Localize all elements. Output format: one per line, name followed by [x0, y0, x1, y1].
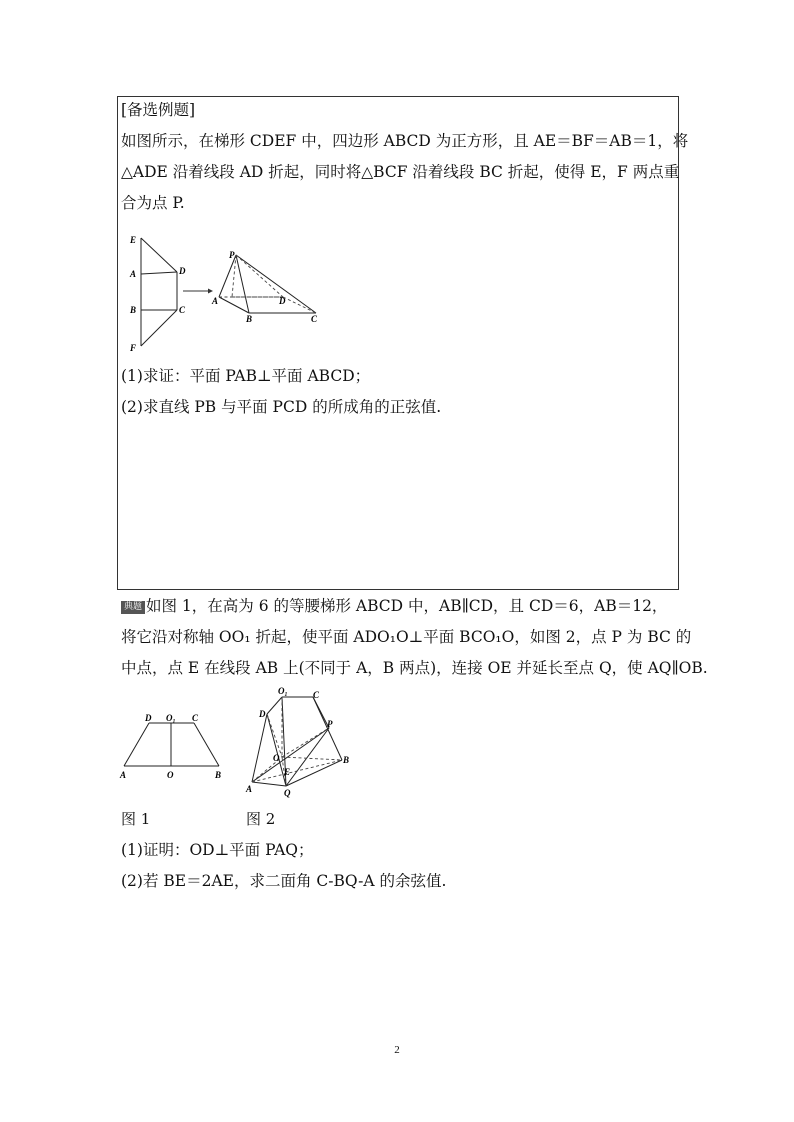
problem2-line1-text: 如图 1，在高为 6 的等腰梯形 ABCD 中，AB∥CD，且 CD＝6，AB＝12，: [146, 597, 668, 615]
label-D: D: [179, 266, 186, 276]
figure2-caption: 图 2: [246, 810, 276, 828]
label-F: F: [130, 343, 137, 353]
section-heading: [备选例题]: [121, 101, 196, 119]
fig1-label-D: D: [145, 713, 152, 723]
pyramid-label-A: A: [212, 296, 219, 306]
problem2-line3: 中点，点 E 在线段 AB 上(不同于 A，B 两点)，连接 OE 并延长至点 Q，使 AQ∥OB.: [121, 659, 708, 677]
pyramid-label-C: C: [311, 314, 318, 324]
problem2-line1: [121, 596, 667, 616]
fig1-label-B: B: [215, 770, 222, 780]
fig2-label-C: C: [313, 690, 320, 700]
fig2-label-E: E: [284, 767, 291, 777]
problem1-line3: 合为点 P.: [121, 194, 185, 212]
figure1-caption: 图 1: [121, 810, 151, 828]
fig2-label-A: A: [246, 784, 253, 794]
fig1-label-O: O: [167, 770, 174, 780]
label-A: A: [130, 269, 137, 279]
fig2-label-O: O: [273, 753, 280, 763]
fig2-label-B: B: [343, 755, 350, 765]
typical-question-badge: 典题: [121, 601, 145, 614]
fig1-label-O1: O₁: [166, 713, 176, 723]
pyramid-label-P: P: [229, 250, 235, 260]
label-B: B: [130, 305, 137, 315]
problem2-line2: 将它沿对称轴 OO₁ 折起，使平面 ADO₁O⊥平面 BCO₁O，如图 2，点 P 为 BC 的: [121, 628, 692, 646]
problem2-question2: (2)若 BE＝2AE，求二面角 C-BQ-A 的余弦值.: [121, 872, 447, 890]
fold-arrow-head: [208, 289, 213, 294]
page-number: 2: [394, 1044, 400, 1056]
fig1-label-C: C: [192, 713, 199, 723]
problem1-line2: △ADE 沿着线段 AD 折起，同时将△BCF 沿着线段 BC 折起，使得 E，F 两点重: [121, 163, 680, 181]
problem1-question2: (2)求直线 PB 与平面 PCD 的所成角的正弦值.: [121, 398, 442, 416]
pyramid-label-D: D: [279, 296, 286, 306]
fig2-label-P: P: [327, 719, 333, 729]
problem1-line1: 如图所示，在梯形 CDEF 中，四边形 ABCD 为正方形，且 AE＝BF＝AB＝1，将: [121, 132, 689, 150]
label-C: C: [179, 305, 186, 315]
label-E: E: [130, 235, 137, 245]
problem2-question1: (1)证明：OD⊥平面 PAQ；: [121, 841, 314, 859]
fig2-label-Q: Q: [284, 788, 291, 798]
fig2-label-D: D: [259, 709, 266, 719]
pyramid-label-B: B: [246, 314, 253, 324]
problem1-question1: (1)求证：平面 PAB⊥平面 ABCD；: [121, 367, 371, 385]
fig2-label-O1: O₁: [278, 686, 288, 696]
fig1-label-A: A: [120, 770, 127, 780]
